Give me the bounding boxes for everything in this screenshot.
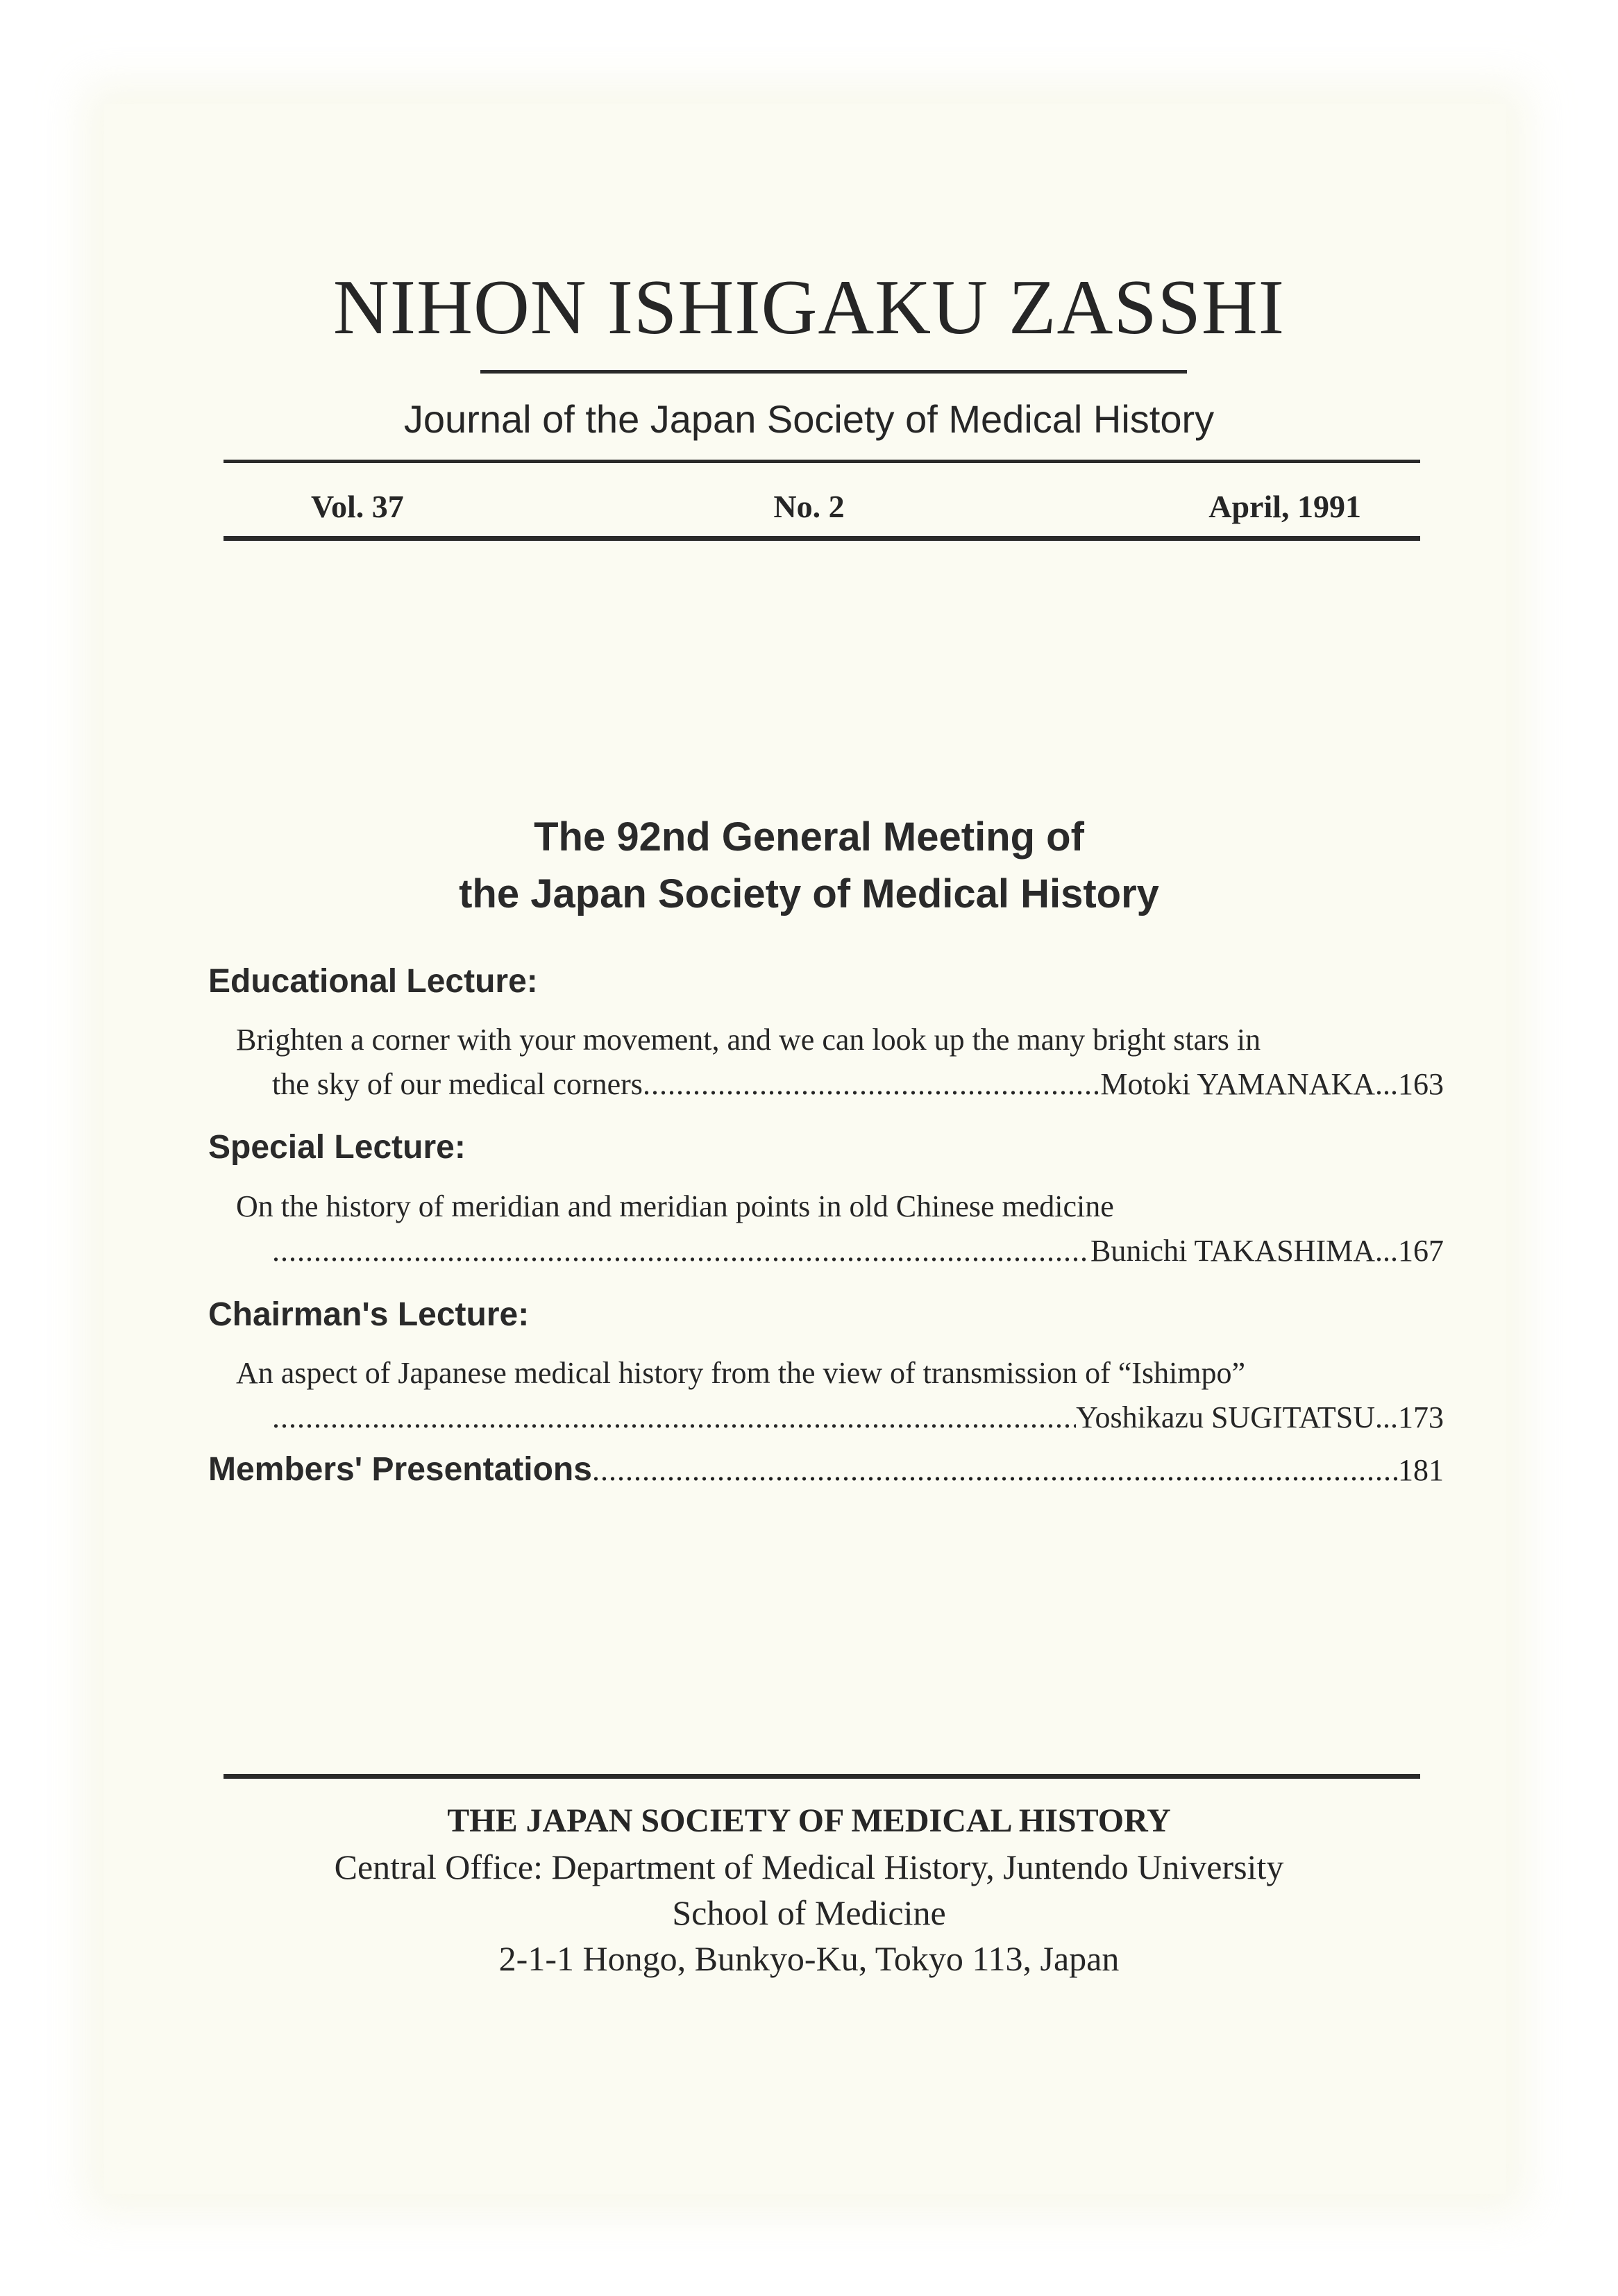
meeting-title-line1: The 92nd General Meeting of [534,814,1084,860]
publisher-block [0,1798,1618,1981]
entry-page: 167 [1398,1234,1444,1268]
dot-leader [272,1396,1076,1440]
educational-lecture-entry [236,1018,1444,1107]
meeting-title-line2: the Japan Society of Medical History [459,871,1159,916]
entry-author: Yoshikazu SUGITATSU [1076,1400,1375,1434]
page-leader: ... [1375,1234,1398,1268]
entry-author: Motoki YAMANAKA [1100,1067,1375,1101]
dot-leader [592,1448,1398,1493]
entry-title-line: Brighten a corner with your movement, and we can look up the many bright stars in [236,1023,1261,1057]
footer-rule [224,1774,1420,1779]
entry-title-continuation: the sky of our medical corners [272,1067,643,1101]
entry-page: 163 [1398,1067,1444,1101]
issue-date: April, 1991 [1208,489,1361,524]
publisher-name: THE JAPAN SOCIETY OF MEDICAL HISTORY [447,1802,1171,1839]
dot-leader [643,1062,1100,1107]
issue-top-rule [224,460,1420,463]
journal-subtitle: Journal of the Japan Society of Medical History [403,397,1215,441]
office-line2: School of Medicine [672,1893,946,1932]
entry-page: 181 [1398,1453,1444,1487]
office-line1: Central Office: Department of Medical History, Juntendo University [334,1847,1284,1886]
entry-author: Bunichi TAKASHIMA [1090,1234,1375,1268]
office-address: 2-1-1 Hongo, Bunkyo-Ku, Tokyo 113, Japan [498,1939,1120,1978]
issue-number: No. 2 [773,489,845,524]
entry-page: 173 [1398,1400,1444,1434]
dot-leader [272,1229,1090,1273]
entry-title-line: An aspect of Japanese medical history from the view of transmission of “Ishimpo” [236,1356,1246,1390]
meeting-title [0,809,1618,923]
page-leader: ... [1375,1400,1398,1434]
chairmans-lecture-entry [236,1351,1444,1440]
entry-author-line [236,1396,1444,1440]
chairmans-lecture-heading: Chairman's Lecture: [208,1296,530,1333]
issue-bottom-rule [224,536,1420,541]
entry-title-line: On the history of meridian and meridian points in old Chinese medicine [236,1189,1114,1223]
entry-author-line [236,1062,1444,1107]
special-lecture-entry [236,1184,1444,1273]
members-presentations-heading: Members' Presentations [208,1451,592,1488]
title-divider [480,370,1187,374]
issue-volume: Vol. 37 [311,489,404,524]
page-leader: ... [1375,1067,1398,1101]
journal-title: NIHON ISHIGAKU ZASSHI [332,265,1286,351]
educational-lecture-heading: Educational Lecture: [208,963,538,1000]
members-presentations-entry [208,1448,1444,1493]
special-lecture-heading: Special Lecture: [208,1129,466,1166]
entry-author-line [236,1229,1444,1273]
